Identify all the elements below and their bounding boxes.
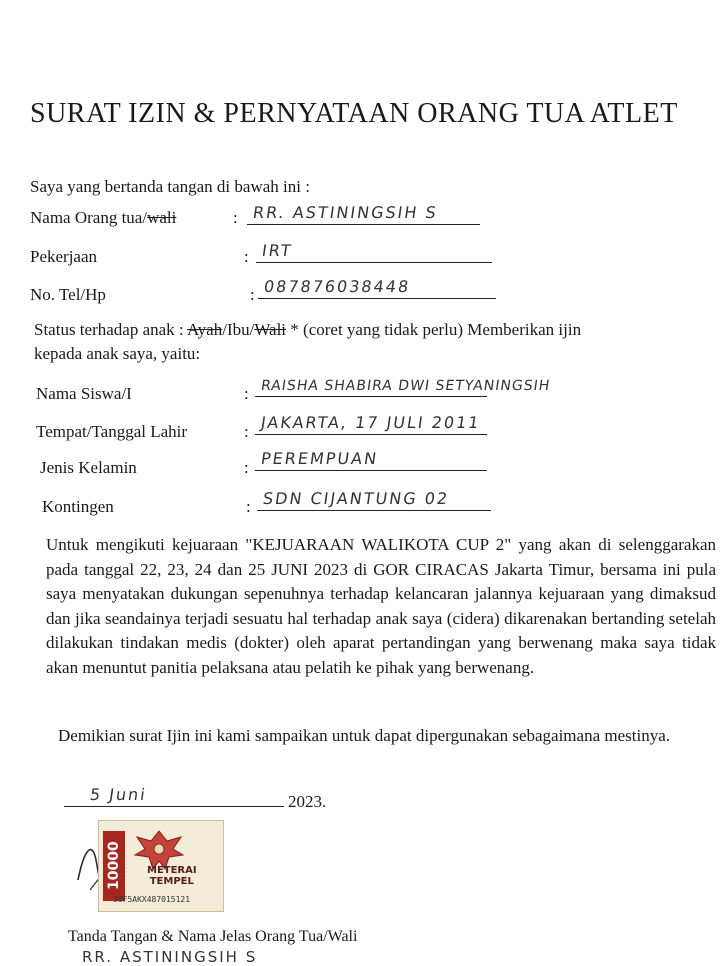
duty-stamp: [98, 820, 224, 912]
phone-value: 087876038448: [262, 277, 412, 296]
colon: :: [244, 458, 249, 477]
status-line-2: kepada anak saya, yaitu:: [34, 344, 201, 363]
date-year: 2023.: [288, 792, 327, 811]
parent-name-value: RR. ASTININGSIH S: [251, 203, 439, 222]
student-name-field[interactable]: [255, 372, 552, 397]
contingent-field[interactable]: [257, 486, 491, 511]
colon: :: [244, 422, 249, 441]
student-name-label: Nama Siswa/I: [36, 384, 132, 403]
birth-label: Tempat/Tanggal Lahir: [36, 422, 188, 441]
colon: :: [246, 497, 251, 516]
contingent-label: Kontingen: [42, 497, 114, 516]
closing-paragraph: Demikian surat Ijin ini kami sampaikan untuk dapat dipergunakan sebagaimana mestinya.: [58, 726, 670, 745]
gender-label: Jenis Kelamin: [40, 458, 137, 477]
birth-field[interactable]: [255, 410, 487, 435]
status-line: Status terhadap anak : Ayah/Ibu/Wali * (coret yang tidak perlu) Memberikan ijin: [34, 320, 582, 339]
date-value: 5 Juni: [88, 785, 149, 804]
phone-label: No. Tel/Hp: [30, 285, 106, 304]
occupation-field[interactable]: [256, 238, 492, 263]
student-name-value: RAISHA SHABIRA DWI SETYANINGSIH: [259, 378, 552, 394]
stamp-serial: 30F5AKX487015121: [113, 895, 191, 904]
colon: :: [250, 285, 255, 304]
stamp-value: 10000: [103, 831, 125, 901]
document-title: SURAT IZIN & PERNYATAAN ORANG TUA ATLET: [30, 98, 678, 129]
birth-value: JAKARTA, 17 JULI 2011: [259, 413, 482, 432]
occupation-value: IRT: [260, 241, 294, 260]
colon: :: [233, 208, 238, 227]
date-field[interactable]: [64, 784, 284, 807]
phone-field[interactable]: [258, 274, 496, 299]
parent-name-label: Nama Orang tua/wali: [30, 208, 177, 227]
body-paragraph: Untuk mengikuti kejuaraan "KEJUARAAN WALIKOTA CUP 2" yang akan di selenggarakan pada tanggal 22, 23, 24 dan 25 JUNI 2023 di GOR CIRACAS Jakarta Timur, bersama ini pula saya menyatakan dukungan sepenuhnya terhadap kelancaran jalannya kejuaraan yang dimaksud dan jika seandainya terjadi sesuatu hal terhadap anak saya (cidera) dikarenakan bertanding setelah dilakukan tindakan medis (dokter) oleh aparat pertandingan yang berwenang maka saya tidak akan menuntut panitia pelaksana atau pelatih ke pihak yang berwenang.: [46, 535, 716, 677]
gender-value: PEREMPUAN: [259, 449, 380, 468]
signature-name: RR. ASTININGSIH S: [82, 948, 258, 966]
occupation-label: Pekerjaan: [30, 247, 98, 266]
gender-field[interactable]: [255, 446, 487, 471]
signature-caption: Tanda Tangan & Nama Jelas Orang Tua/Wali: [68, 928, 358, 945]
colon: :: [244, 384, 249, 403]
contingent-value: SDN CIJANTUNG 02: [261, 489, 451, 508]
stamp-label: METERAI TEMPEL: [147, 865, 197, 887]
parent-name-field[interactable]: [247, 200, 480, 225]
intro-text: Saya yang bertanda tangan di bawah ini :: [30, 177, 310, 196]
colon: :: [244, 247, 249, 266]
